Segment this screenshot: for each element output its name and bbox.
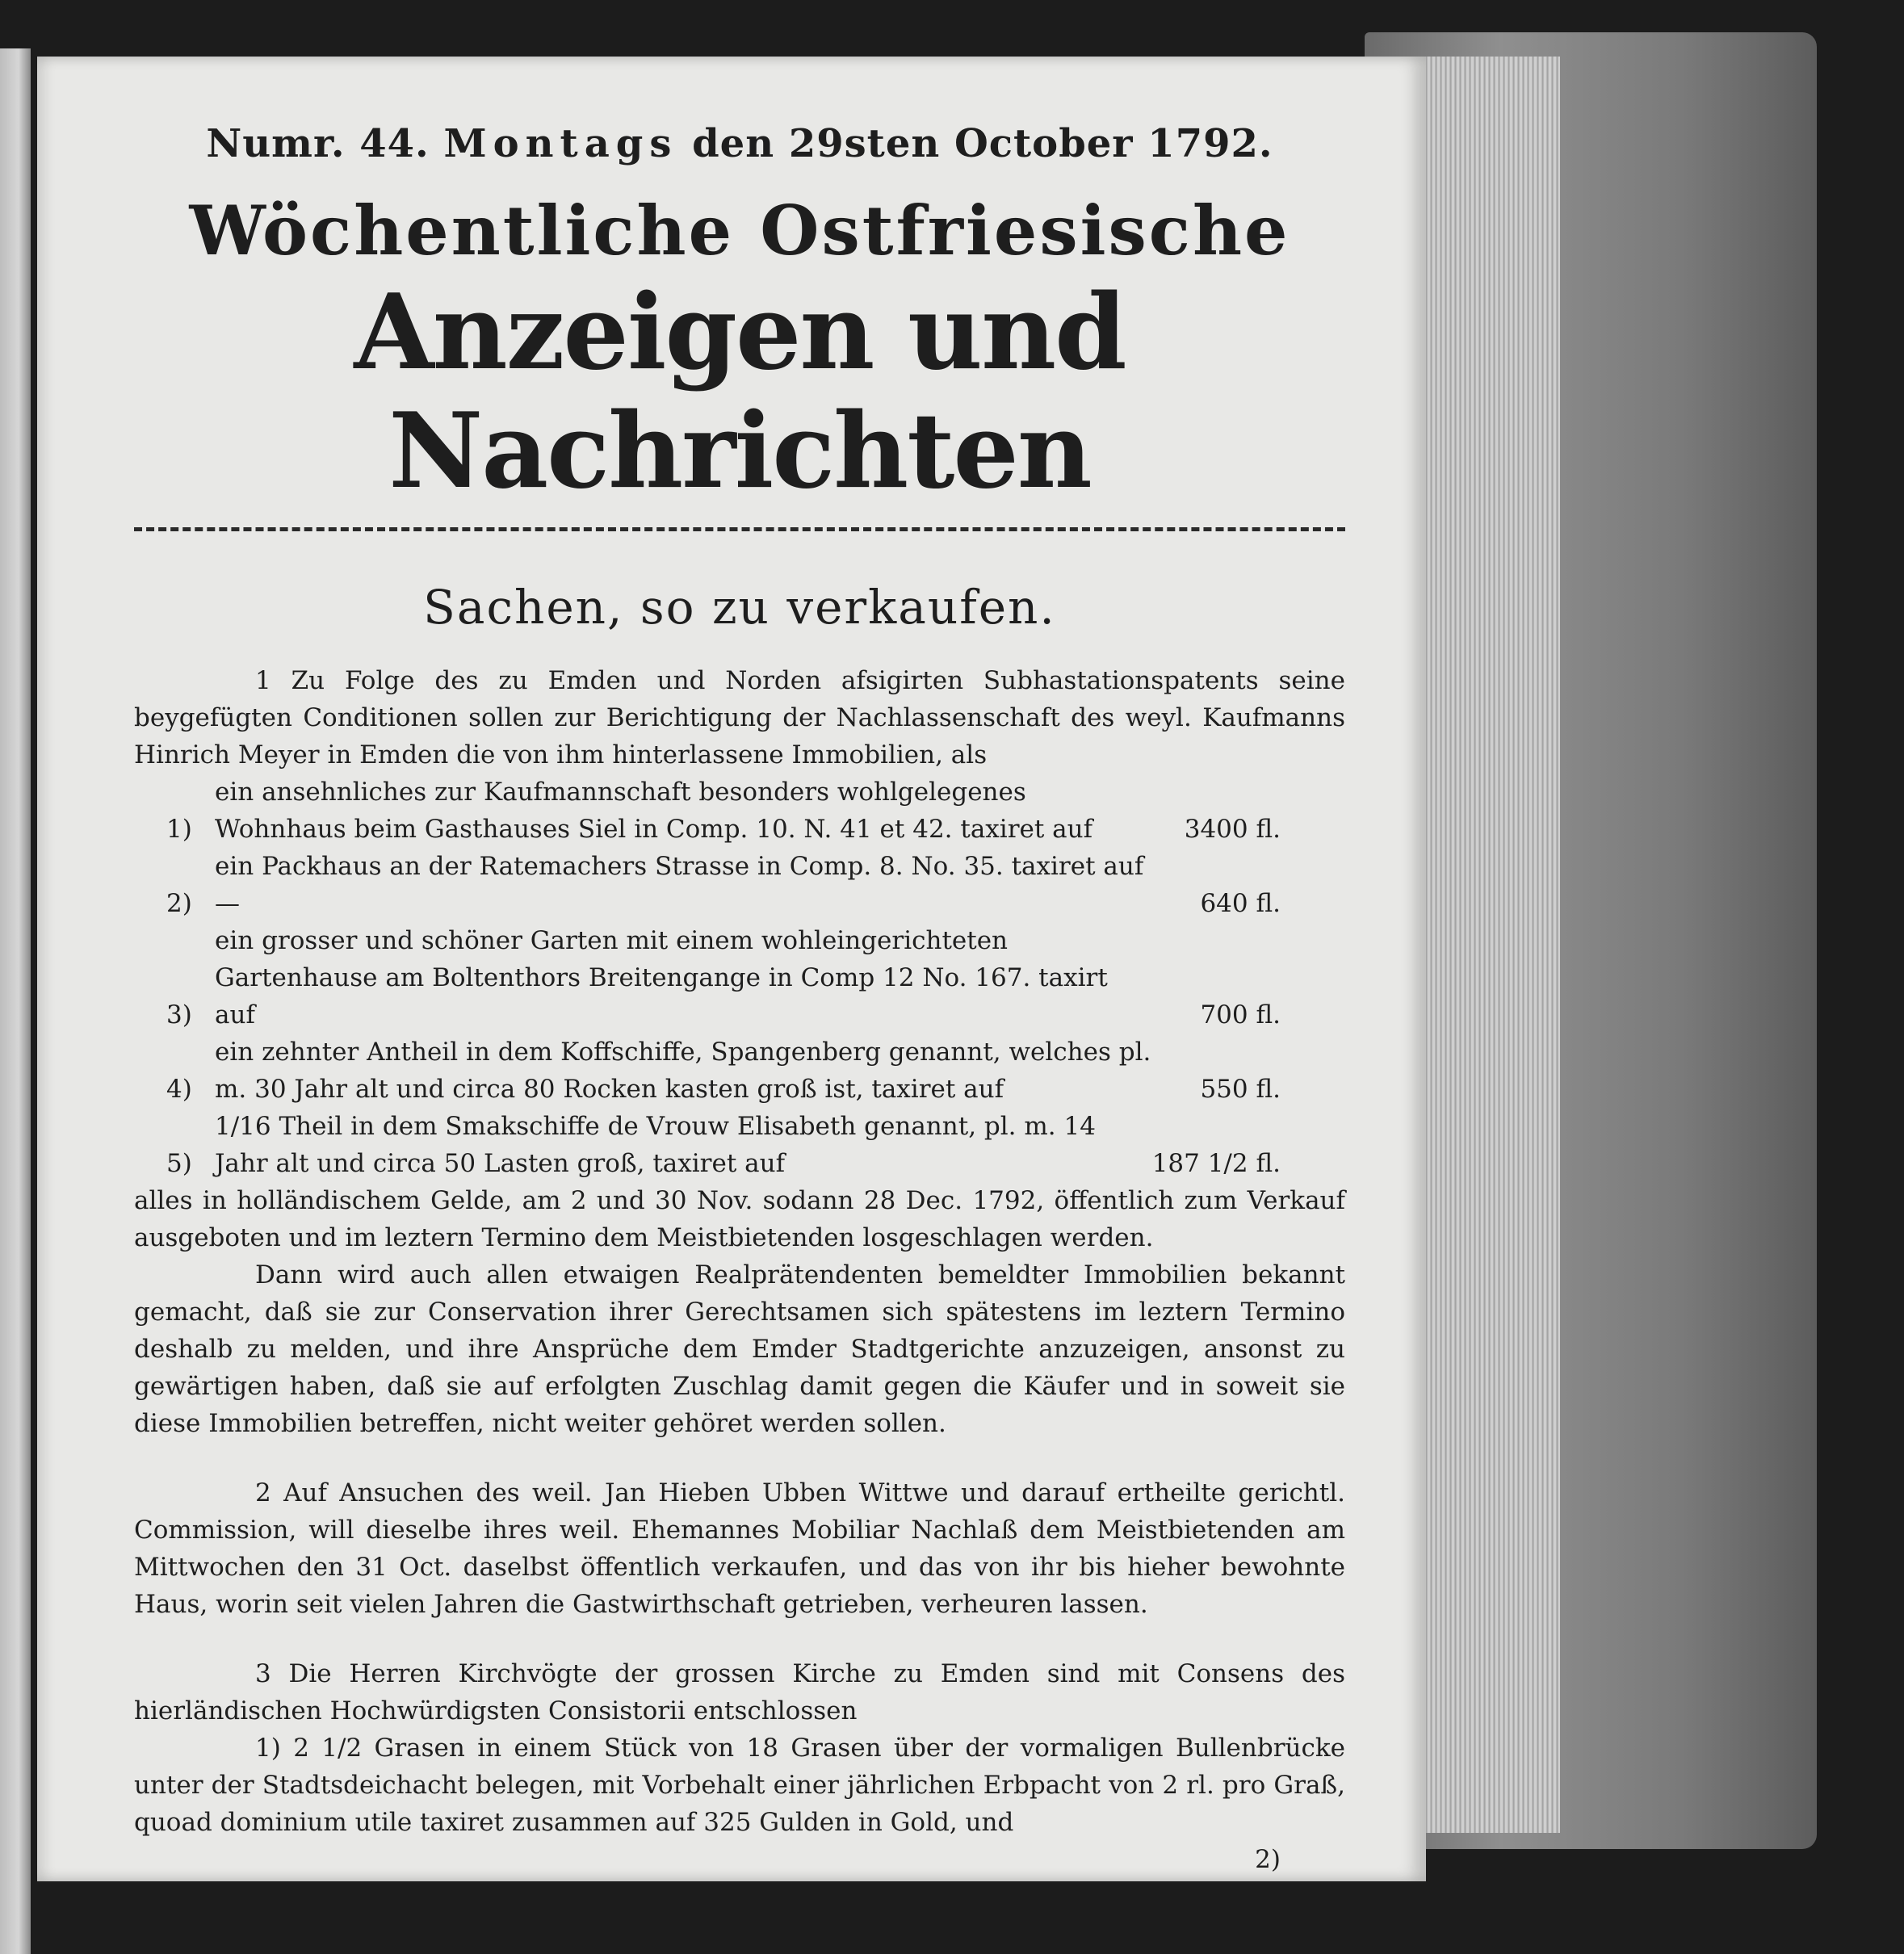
issue-weekday: Montags — [443, 121, 678, 166]
spacer — [134, 1623, 1345, 1655]
notice-2: 2 Auf Ansuchen des weil. Jan Hieben Ubben Wittwe und darauf ertheilte gerichtl. Commission, will dieselbe ihres weil. Ehemannes Mobiliar Nachlaß dem Meistbietenden am Mittwochen den 31 Oct. daselbst öffentlich verkaufen, und das von ihr bis hieher bewohnte Haus, worin seit vielen Jahren die Gastwirthschaft getrieben, verheuren lassen. — [134, 1478, 1345, 1620]
item-text: ein grosser und schöner Garten mit einem wohleingerichteten Gartenhause am Boltenthors Breitengange in Comp 12 No. 167. taxirt auf — [215, 926, 1108, 1030]
issue-number: Numr. 44. — [206, 121, 430, 166]
item-text: ein ansehnliches zur Kaufmannschaft besonders wohlgelegenes Wohnhaus beim Gasthauses Siel in Comp. 10. N. 41 et 42. taxiret auf — [215, 778, 1093, 845]
item-text: ein Packhaus an der Ratemachers Strasse in Comp. 8. No. 35. taxiret auf — — [215, 852, 1144, 919]
item-price: 550 fl. — [1200, 1075, 1281, 1105]
page-content — [134, 121, 1345, 1878]
masthead-line-2: Anzeigen und Nachrichten — [354, 272, 1126, 513]
left-page-edge — [0, 48, 31, 1954]
page-edges — [1421, 57, 1560, 1833]
list-item — [134, 922, 1345, 1034]
item-price: 3400 fl. — [1184, 815, 1281, 845]
item-number: 4) — [166, 1075, 192, 1105]
notice-1-second: Dann wird auch allen etwaigen Realprätendenten bemeldter Immobilien bekannt gemacht, daß sie zur Conservation ihrer Gerechtsamen sich spätestens im leztern Termino deshalb zu melden, und ihre Ansprüche dem Emder Stadtgerichte anzuzeigen, ansonst zu gewärtigen haben, daß sie auf erfolgten Zuschlag damit gegen die Käufer und in soweit sie diese Immobilien betreffen, nicht weiter gehöret werden sollen. — [134, 1260, 1345, 1439]
catchword: 2) — [1255, 1845, 1281, 1875]
item-number: 2) — [166, 889, 192, 919]
newspaper-page — [37, 57, 1426, 1881]
item-number: 5) — [166, 1149, 192, 1179]
list-item — [134, 774, 1345, 848]
notice-1-closing: alles in holländischem Gelde, am 2 und 30 Nov. sodann 28 Dec. 1792, öffentlich zum Verkauf ausgeboten und im leztern Termino dem Meistbietenden losgeschlagen werden. — [134, 1186, 1345, 1253]
issue-line — [134, 121, 1345, 166]
item-number: 1) — [166, 815, 192, 845]
masthead-line-1: Wöchentliche Ostfriesische — [189, 191, 1290, 270]
item-text: 1/16 Theil in dem Smakschiffe de Vrouw Elisabeth genannt, pl. m. 14 Jahr alt und circa 50 Lasten groß, taxiret auf — [215, 1112, 1096, 1179]
item-price: 640 fl. — [1200, 889, 1281, 919]
section-title: Sachen, so zu verkaufen. — [423, 580, 1056, 635]
spacer — [134, 1442, 1345, 1474]
list-item — [134, 1108, 1345, 1182]
notice-3-item-1: 1) 2 1/2 Grasen in einem Stück von 18 Grasen über der vormaligen Bullenbrücke unter der Stadtsdeichacht belegen, mit Vorbehalt einer jährlichen Erbpacht von 2 rl. pro Graß, quoad dominium utile taxiret zusammen auf 325 Gulden in Gold, und — [134, 1734, 1345, 1838]
divider-rule — [134, 527, 1345, 531]
item-price: 700 fl. — [1200, 1000, 1281, 1030]
issue-date: den 29sten October 1792. — [692, 121, 1273, 166]
item-text: ein zehnter Antheil in dem Koffschiffe, Spangenberg genannt, welches pl. m. 30 Jahr alt und circa 80 Rocken kasten groß ist, taxiret auf — [215, 1038, 1151, 1105]
notice-3-intro: 3 Die Herren Kirchvögte der grossen Kirche zu Emden sind mit Consens des hierländischen Hochwürdigsten Consistorii entschlossen — [134, 1659, 1345, 1726]
notice-1-intro: 1 Zu Folge des zu Emden und Norden afsigirten Subhastationspatents seine beygefügten Conditionen sollen zur Berichtigung der Nachlassenschaft des weyl. Kaufmanns Hinrich Meyer in Emden die von ihm hinterlassene Immobilien, als — [134, 666, 1345, 770]
item-number: 3) — [166, 1000, 192, 1030]
item-price: 187 1/2 fl. — [1151, 1149, 1281, 1179]
list-item — [134, 848, 1345, 922]
list-item — [134, 1034, 1345, 1108]
